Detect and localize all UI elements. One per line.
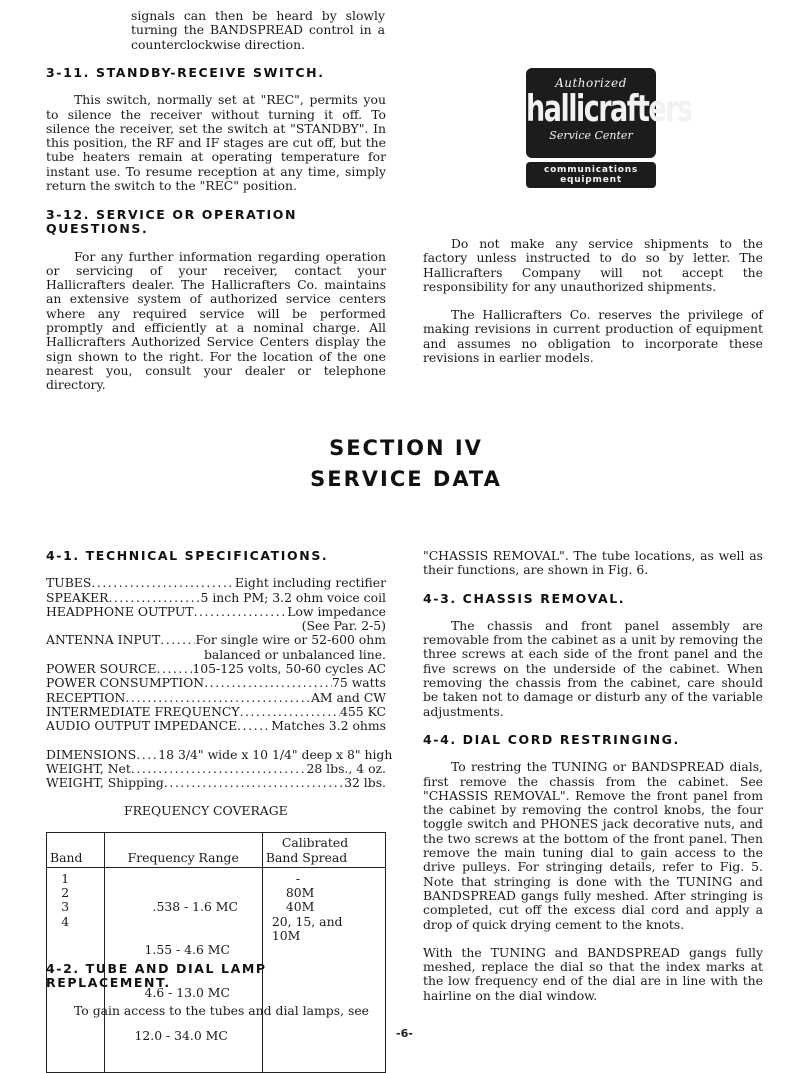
spec-row-headphone-cont: (See Par. 2-5) (301, 618, 386, 634)
heading-4-2: 4-2. TUBE AND DIAL LAMP REPLACEMENT. (46, 961, 267, 991)
frequency-table-title: FREQUENCY COVERAGE (124, 803, 288, 818)
section-title-line1: SECTION IV (329, 436, 483, 460)
spec-row-audio-output: AUDIO OUTPUT IMPEDANCE . . . Matches 3.2 ohms (46, 719, 386, 733)
heading-4-1: 4-1. TECHNICAL SPECIFICATIONS. (46, 548, 329, 563)
hallicrafters-service-center-logo (526, 68, 692, 158)
spec-row-headphone: HEADPHONE OUTPUT . . . Low impedance (46, 605, 386, 619)
technical-specifications (46, 548, 393, 791)
logo-authorized-text: Authorized (555, 76, 627, 90)
paragraph-4-4-b: With the TUNING and BANDSPREAD gangs fully meshed, replace the dial so that the index marks at the low frequency end of the dial are in line with the hairline on the dial window. (423, 944, 763, 1003)
shipments-paragraph: Do not make any service shipments to the factory unless instructed to do so by letter. The Hallicrafters Company will not accept the responsibility for any unauthorized shipments. (423, 236, 763, 294)
top-right-column (423, 237, 763, 365)
continued-paragraph (131, 9, 385, 52)
spec-row-antenna-cont: balanced or unbalanced line. (203, 646, 386, 662)
section-3-11 (46, 66, 386, 193)
paragraph-4-3: The chassis and front panel assembly are removable from the cabinet as a unit by removing the three screws at each side of the front panel and the five screws on the underside of the cabinet. When removing the chassis from the cabinet, care should be taken not to damage or disturb any of the variable adjustments. (423, 617, 763, 719)
logo-plate-line1: communications (543, 165, 639, 175)
paragraph-4-2: To gain access to the tubes and dial lamps, see (74, 1002, 369, 1018)
spec-row-dimensions: DIMENSIONS . . . 18 3/4" wide x 10 1/4" deep x 8" high (46, 748, 386, 762)
frequency-coverage (46, 804, 391, 1073)
spec-row-speaker: SPEAKER . . . 5 inch PM; 3.2 ohm voice coil (46, 591, 386, 605)
spec-row-weight-shipping: WEIGHT, Shipping . . . 32 lbs. (46, 776, 386, 790)
col-frequency-range: Frequency Range (104, 833, 262, 868)
col-band: Band (47, 833, 105, 868)
col-band-spread: Calibrated Band Spread (262, 833, 385, 868)
continued-text: signals can then be heard by slowly turning the BANDSPREAD control in a counterclockwise direction. (131, 8, 385, 52)
spec-row-power-consumption: POWER CONSUMPTION . . . 75 watts (46, 676, 386, 690)
spread-cells: - 80M 40M 20, 15, and 10M (262, 867, 385, 1072)
heading-4-3: 4-3. CHASSIS REMOVAL. (423, 590, 626, 606)
logo-brand-text: hallicrafters (526, 88, 692, 131)
continued-chassis-ref: "CHASSIS REMOVAL". The tube locations, as well as their functions, are shown in Fig. 6. (423, 548, 763, 578)
section-4-2 (46, 962, 391, 1018)
paragraph-3-11: This switch, normally set at "REC", permits you to silence the receiver without turning it off. To silence the receiver, set the switch at "STANDBY". In this position, the RF and IF stages are cut off, but the tube heaters remain at operating temperature for instant use. To resume reception at any time, simply return the switch to the "REC" position. (46, 92, 386, 194)
spec-row-tubes: TUBES . . . Eight including rectifier (46, 576, 386, 590)
range-cells: .538 - 1.6 MC 1.55 - 4.6 MC 4.6 - 13.0 MC 12.0 - 34.0 MC (104, 867, 262, 1072)
frequency-table (46, 832, 386, 1073)
table-header-row (47, 833, 386, 868)
right-column-lower (423, 549, 763, 1003)
spec-list-physical (46, 746, 393, 791)
band-cells: 1 2 3 4 (47, 867, 105, 1072)
logo-plate (526, 162, 656, 188)
paragraph-4-4: To restring the TUNING or BANDSPREAD dials, first remove the chassis from the cabinet. See "CHASSIS REMOVAL". Remove the front panel from the cabinet by removing the control knobs, the four toggle switch and PHONES jack decorative nuts, and the two screws at the bottom of the front panel. Then remove the main tuning dial to gain access to the drive pulleys. For stringing details, refer to Fig. 5. Note that stringing is done with the TUNING and BANDSPREAD gangs fully meshed. After stringing is completed, cut off the excess dial cord and apply a drop of quick drying cement to the knots. (423, 759, 763, 932)
spec-row-if: INTERMEDIATE FREQUENCY . . . 455 KC (46, 705, 386, 719)
heading-3-11: 3-11. STANDBY-RECEIVE SWITCH. (46, 65, 325, 80)
spec-row-weight-net: WEIGHT, Net . . . 28 lbs., 4 oz. (46, 762, 386, 776)
heading-4-4: 4-4. DIAL CORD RESTRINGING. (423, 731, 680, 747)
logo-plate-line2: equipment (560, 175, 622, 185)
spec-row-reception: RECEPTION . . . AM and CW (46, 691, 386, 705)
page-number: -6- (396, 1027, 413, 1040)
revisions-paragraph: The Hallicrafters Co. reserves the privilege of making revisions in current production of equipment and assumes no obligation to incorporate these revisions in earlier models. (423, 307, 763, 366)
section-title-line2: SERVICE DATA (310, 467, 502, 491)
spec-list (46, 576, 386, 733)
section-3-12 (46, 208, 386, 393)
paragraph-3-12: For any further information regarding operation or servicing of your receiver, contact your Hallicrafters dealer. The Hallicrafters Co. maintains an extensive system of authorized service centers where any required service will be performed promptly and efficiently at a nominal charge. All Hallicrafters Authorized Service Centers display the sign shown to the right. For the location of the one nearest you, consult your dealer or telephone directory. (46, 248, 386, 393)
spec-row-antenna: ANTENNA INPUT . . . For single wire or 52-600 ohm (46, 633, 386, 647)
logo-service-center-text: Service Center (549, 129, 633, 142)
heading-3-12: 3-12. SERVICE OR OPERATION QUESTIONS. (46, 207, 298, 237)
spec-row-power-source: POWER SOURCE . . . 105-125 volts, 50-60 cycles AC (46, 662, 386, 676)
